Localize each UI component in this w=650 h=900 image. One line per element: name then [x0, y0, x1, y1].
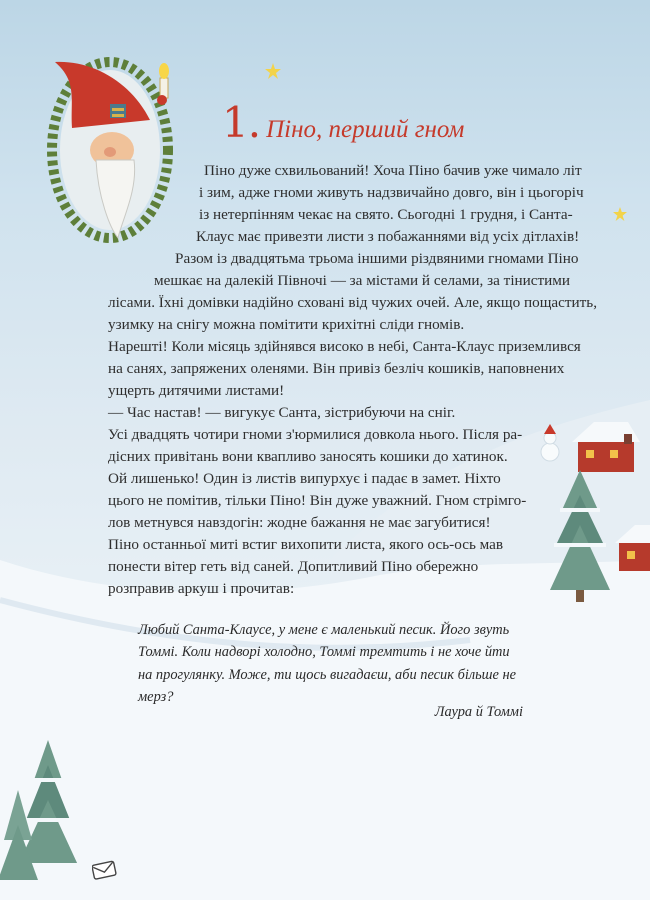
story-line: Піно останньої миті встиг вихопити листа, якого ось-ось мав	[108, 536, 504, 553]
letter-line: на прогулянку. Може, ти щось вигадаєш, аби песик більше не	[138, 666, 517, 683]
story-line: понести вітер геть від саней. Допитливий Піно обережно	[108, 558, 479, 575]
story-line: ущерть дитячими листами!	[108, 382, 285, 399]
letter-line: мерз?	[138, 689, 174, 706]
gnome-portrait-illustration	[52, 62, 169, 238]
letter-line: Томмі. Коли надворі холодно, Томмі тремтить і не хоче йти	[138, 644, 510, 661]
story-line: лісами. Їхні домівки надійно сховані від чужих очей. Але, якщо пощастить,	[108, 294, 598, 311]
story-line: лов метнувся навздогін: жодне бажання не має загубитися!	[108, 514, 491, 531]
child-letter	[138, 619, 538, 709]
story-line: дісних привітань вони квапливо заносять кошики до хатинок.	[108, 448, 508, 465]
star-icon	[613, 207, 627, 221]
star-icon	[265, 63, 281, 79]
story-line: Нарешті! Коли місяць здійнявся високо в небі, Санта-Клаус приземлився	[108, 338, 581, 355]
story-line: цього не помітив, тільки Піно! Він дуже уважний. Гном стрімго-	[108, 492, 527, 509]
envelope-icon	[92, 860, 118, 880]
letter-signature: Лаура й Томмі	[434, 704, 523, 720]
story-line: Піно дуже схвильований! Хоча Піно бачив уже чимало літ	[204, 162, 582, 179]
story-line: із нетерпінням чекає на свято. Сьогодні 1 грудня, і Санта-	[199, 206, 573, 223]
story-line: узимку на снігу можна помітити крихітні сліди гномів.	[108, 316, 465, 333]
story-line: розправив аркуш і прочитав:	[108, 580, 295, 597]
story-line: мешкає на далекій Півночі — за містами й селами, за тінистими	[154, 272, 571, 289]
story-line: Усі двадцять чотири гноми з'юрмилися довкола нього. Після ра-	[108, 426, 523, 443]
story-line: на санях, запряжених оленями. Він привіз безліч кошиків, наповнених	[108, 360, 565, 377]
chapter-title-text: Піно, перший гном	[266, 116, 465, 143]
story-line: і зим, адже гноми живуть надзвичайно довго, він і цьогоріч	[199, 184, 584, 201]
story-line: Клаус має привезти листи з побажаннями від усіх дітлахів!	[196, 228, 580, 245]
story-line: Ой лишенько! Один із листів випурхує і падає в замет. Ніхто	[108, 470, 501, 487]
chapter-number: 1.	[222, 98, 261, 147]
story-line: — Час настав! — вигукує Санта, зістрибуючи на сніг.	[108, 404, 456, 421]
letter-line: Любий Санта-Клаусе, у мене є маленький песик. Його звуть	[138, 622, 510, 638]
snow-hill-main	[0, 560, 650, 900]
chapter-title	[222, 98, 464, 147]
story-line: Разом із двадцятьма трьома іншими різдвяними гномами Піно	[175, 250, 579, 267]
